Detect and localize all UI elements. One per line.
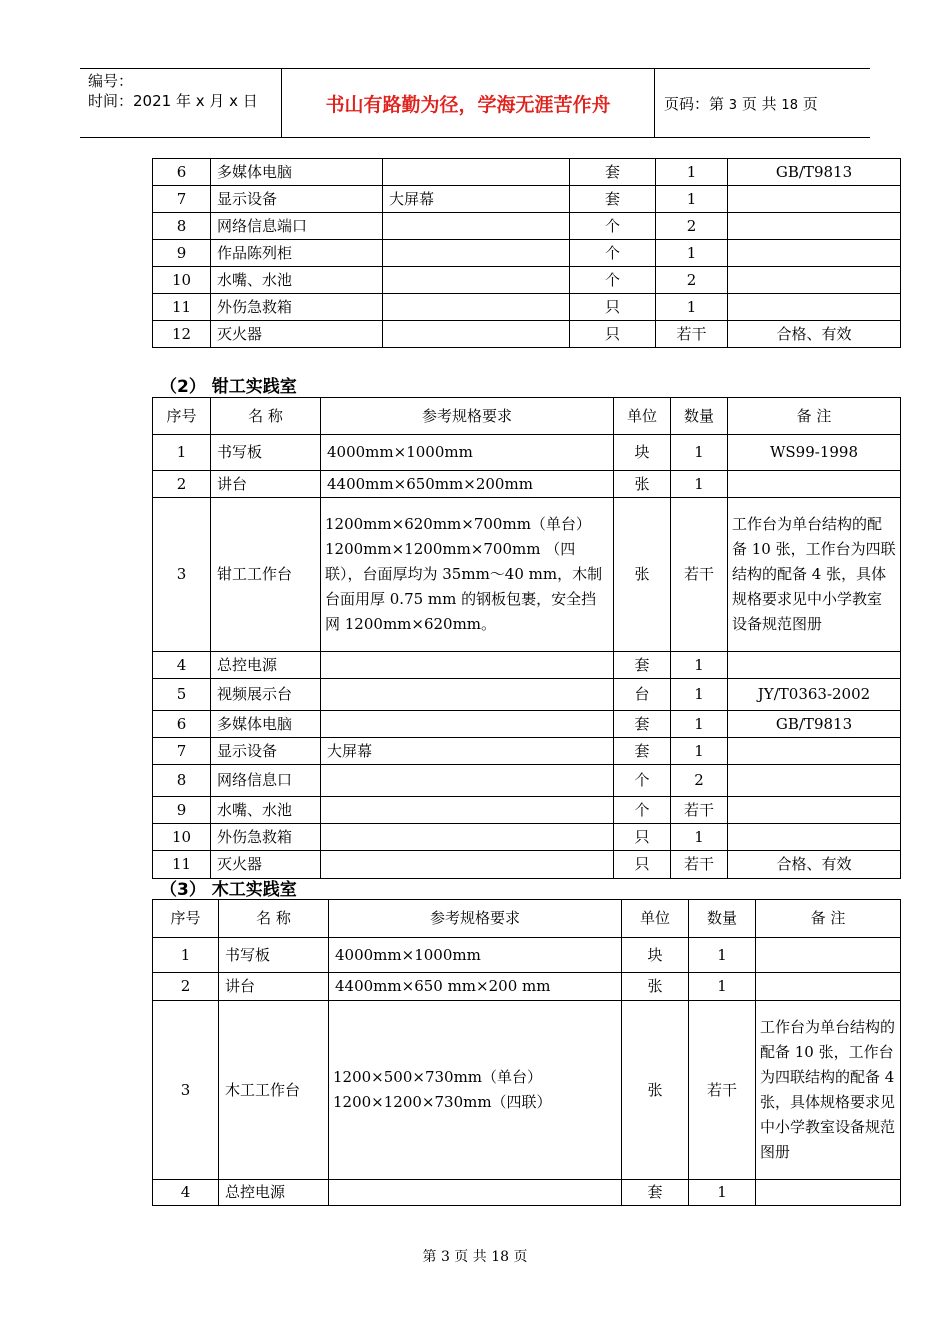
table-cell: 单位 — [622, 900, 689, 938]
page-label: 页码：第 — [664, 95, 725, 113]
table-cell: 6 — [153, 711, 211, 738]
table-cell: 1200×500×730mm（单台）1200×1200×730mm（四联） — [329, 1001, 622, 1180]
table-row — [153, 186, 901, 213]
table-cell — [321, 679, 614, 711]
header-meta — [88, 71, 258, 111]
table-cell: JY/T0363-2002 — [728, 679, 901, 711]
header-divider — [654, 69, 655, 137]
fitter-room-table — [152, 397, 901, 879]
table-cell — [321, 824, 614, 851]
table-row — [153, 498, 901, 652]
table-cell: 多媒体电脑 — [211, 159, 383, 186]
table-cell: 网络信息端口 — [211, 213, 383, 240]
table-cell — [329, 1180, 622, 1206]
table-row — [153, 824, 901, 851]
table-cell: 参考规格要求 — [321, 398, 614, 435]
table-cell: 4 — [153, 1180, 219, 1206]
table-cell: 1 — [656, 159, 728, 186]
table-cell — [321, 797, 614, 824]
table-cell — [728, 797, 901, 824]
table-cell — [383, 294, 570, 321]
table-cell: 1 — [671, 435, 728, 471]
table-cell — [728, 471, 901, 498]
table-cell: 1 — [671, 652, 728, 679]
table-cell: 外伤急救箱 — [211, 824, 321, 851]
table-cell: 数量 — [689, 900, 756, 938]
table-cell: 若干 — [689, 1001, 756, 1180]
table-cell: 块 — [614, 435, 671, 471]
header-page-number — [664, 93, 818, 114]
table-cell: 总控电源 — [219, 1180, 329, 1206]
table-cell — [321, 765, 614, 797]
table-cell: 只 — [614, 824, 671, 851]
table-cell — [728, 267, 901, 294]
table-cell: 1 — [656, 240, 728, 267]
table-cell: 套 — [622, 1180, 689, 1206]
table-cell: 2 — [671, 765, 728, 797]
table-cell: 书写板 — [219, 938, 329, 973]
table-row — [153, 240, 901, 267]
page-mid: 页 共 — [741, 95, 777, 113]
table-cell: 6 — [153, 159, 211, 186]
section-title-woodwork-room: （3） 木工实践室 — [160, 880, 297, 900]
equipment-table-continued — [152, 158, 901, 348]
table-cell — [728, 824, 901, 851]
table-cell: 合格、有效 — [728, 321, 901, 348]
table-cell — [756, 973, 901, 1001]
table-cell — [321, 711, 614, 738]
woodwork-room-table — [152, 899, 901, 1206]
table-cell: 4000mm×1000mm — [329, 938, 622, 973]
table-row — [153, 267, 901, 294]
table-cell: 灭火器 — [211, 321, 383, 348]
table-cell: 数量 — [671, 398, 728, 435]
table-cell: 12 — [153, 321, 211, 348]
table-cell: 1 — [671, 824, 728, 851]
header-number: 编号： — [88, 72, 134, 90]
table-cell: 备 注 — [728, 398, 901, 435]
table-cell: 工作台为单台结构的配备 10 张，工作台为四联结构的配备 4 张，具体规格要求见中小学教室设备规范图册 — [756, 1001, 901, 1180]
table-row — [153, 321, 901, 348]
table-cell: 参考规格要求 — [329, 900, 622, 938]
table-row — [153, 213, 901, 240]
table-cell: 张 — [614, 471, 671, 498]
table-cell: 7 — [153, 738, 211, 765]
table-cell — [728, 213, 901, 240]
table-row — [153, 679, 901, 711]
table-row — [153, 1180, 901, 1206]
table-cell: 作品陈列柜 — [211, 240, 383, 267]
table-cell: 只 — [570, 321, 656, 348]
section-title-fitter-room: （2） 钳工实践室 — [160, 377, 297, 397]
table-row — [153, 738, 901, 765]
table-cell: 显示设备 — [211, 738, 321, 765]
table-cell: 书写板 — [211, 435, 321, 471]
table-cell: 9 — [153, 240, 211, 267]
table-cell: 序号 — [153, 398, 211, 435]
table-row — [153, 471, 901, 498]
table-cell: 张 — [622, 1001, 689, 1180]
table-cell: 若干 — [656, 321, 728, 348]
table-cell: 10 — [153, 824, 211, 851]
table-cell — [383, 213, 570, 240]
table-cell: 台 — [614, 679, 671, 711]
table-cell: 8 — [153, 765, 211, 797]
table-row — [153, 159, 901, 186]
table-row — [153, 652, 901, 679]
table-cell: 套 — [614, 711, 671, 738]
table-cell: 若干 — [671, 851, 728, 879]
page-current: 3 — [728, 98, 738, 113]
table-row — [153, 938, 901, 973]
table-cell: 名 称 — [219, 900, 329, 938]
table-cell: 块 — [622, 938, 689, 973]
table-cell: 2 — [153, 471, 211, 498]
table-cell: 个 — [570, 267, 656, 294]
page-end: 页 — [802, 95, 818, 113]
table-cell: 1 — [671, 711, 728, 738]
table-cell: 1 — [689, 1180, 756, 1206]
table-cell — [383, 240, 570, 267]
table-cell: 9 — [153, 797, 211, 824]
table-cell: 4000mm×1000mm — [321, 435, 614, 471]
table-cell — [321, 851, 614, 879]
table-row — [153, 1001, 901, 1180]
page-header — [80, 68, 870, 138]
table-cell: 张 — [622, 973, 689, 1001]
table-cell: 讲台 — [211, 471, 321, 498]
table-cell: 11 — [153, 294, 211, 321]
table-cell — [756, 1180, 901, 1206]
page-footer: 第 3 页 共 18 页 — [422, 1249, 528, 1265]
table-cell — [383, 321, 570, 348]
page-total: 18 — [781, 98, 798, 113]
table-cell: 4400mm×650 mm×200 mm — [329, 973, 622, 1001]
table-cell: 套 — [570, 159, 656, 186]
table-cell: 若干 — [671, 498, 728, 652]
table-cell: 1 — [689, 938, 756, 973]
table-row — [153, 797, 901, 824]
table-cell: 显示设备 — [211, 186, 383, 213]
table-cell: 套 — [614, 652, 671, 679]
table-cell: 1 — [656, 294, 728, 321]
table-header-row — [153, 900, 901, 938]
table-cell: 钳工工作台 — [211, 498, 321, 652]
table-cell: 1 — [671, 471, 728, 498]
table-cell: 单位 — [614, 398, 671, 435]
table-cell: GB/T9813 — [728, 711, 901, 738]
table-cell: 水嘴、水池 — [211, 267, 383, 294]
table-cell: 2 — [656, 267, 728, 294]
table-cell — [383, 159, 570, 186]
table-cell: 3 — [153, 498, 211, 652]
table-row — [153, 435, 901, 471]
table-cell: 外伤急救箱 — [211, 294, 383, 321]
table-cell: 1 — [689, 973, 756, 1001]
table-cell — [383, 267, 570, 294]
table-cell: 合格、有效 — [728, 851, 901, 879]
table-cell: 只 — [614, 851, 671, 879]
table-cell: 序号 — [153, 900, 219, 938]
table-cell: 灭火器 — [211, 851, 321, 879]
table-row — [153, 973, 901, 1001]
table-cell: 2 — [656, 213, 728, 240]
table-cell — [321, 652, 614, 679]
table-cell — [756, 938, 901, 973]
table-cell — [728, 652, 901, 679]
table-cell: 讲台 — [219, 973, 329, 1001]
table-cell: 4400mm×650mm×200mm — [321, 471, 614, 498]
table-cell: 网络信息口 — [211, 765, 321, 797]
header-time: 时间：2021 年 x 月 x 日 — [88, 92, 258, 110]
table-cell: GB/T9813 — [728, 159, 901, 186]
table-cell: 5 — [153, 679, 211, 711]
table-cell: 若干 — [671, 797, 728, 824]
table-cell — [728, 765, 901, 797]
table-cell: 1 — [153, 938, 219, 973]
table-header-row — [153, 398, 901, 435]
table-cell — [728, 240, 901, 267]
table-cell: 7 — [153, 186, 211, 213]
table-cell: 10 — [153, 267, 211, 294]
table-cell: 个 — [570, 213, 656, 240]
table-cell: 木工工作台 — [219, 1001, 329, 1180]
table-cell: 11 — [153, 851, 211, 879]
table-cell: 张 — [614, 498, 671, 652]
table-cell: 个 — [570, 240, 656, 267]
table-cell: 多媒体电脑 — [211, 711, 321, 738]
table-cell: 总控电源 — [211, 652, 321, 679]
table-row — [153, 765, 901, 797]
table-cell — [728, 186, 901, 213]
table-row — [153, 711, 901, 738]
table-cell: 8 — [153, 213, 211, 240]
table-cell: 套 — [570, 186, 656, 213]
table-cell: 1 — [656, 186, 728, 213]
table-cell: 套 — [614, 738, 671, 765]
table-cell: 名 称 — [211, 398, 321, 435]
table-cell: 只 — [570, 294, 656, 321]
table-cell: 1200mm×620mm×700mm（单台）1200mm×1200mm×700mm （四联），台面厚均为 35mm～40 mm，木制台面用厚 0.75 mm 的钢板包裹，安全挡网 1200mm×620mm。 — [321, 498, 614, 652]
table-cell: 1 — [153, 435, 211, 471]
table-cell: 视频展示台 — [211, 679, 321, 711]
table-cell: 个 — [614, 797, 671, 824]
table-cell: 工作台为单台结构的配备 10 张，工作台为四联结构的配备 4 张，具体规格要求见中小学教室设备规范图册 — [728, 498, 901, 652]
table-cell: 个 — [614, 765, 671, 797]
table-cell: 大屏幕 — [383, 186, 570, 213]
table-cell: 3 — [153, 1001, 219, 1180]
table-cell — [728, 294, 901, 321]
table-cell: 备 注 — [756, 900, 901, 938]
table-cell: 大屏幕 — [321, 738, 614, 765]
table-cell: 4 — [153, 652, 211, 679]
table-cell: 水嘴、水池 — [211, 797, 321, 824]
table-cell: 1 — [671, 679, 728, 711]
header-motto: 书山有路勤为径，学海无涯苦作舟 — [325, 93, 611, 116]
table-cell — [728, 738, 901, 765]
table-cell: WS99-1998 — [728, 435, 901, 471]
table-row — [153, 294, 901, 321]
table-cell: 1 — [671, 738, 728, 765]
table-cell: 2 — [153, 973, 219, 1001]
